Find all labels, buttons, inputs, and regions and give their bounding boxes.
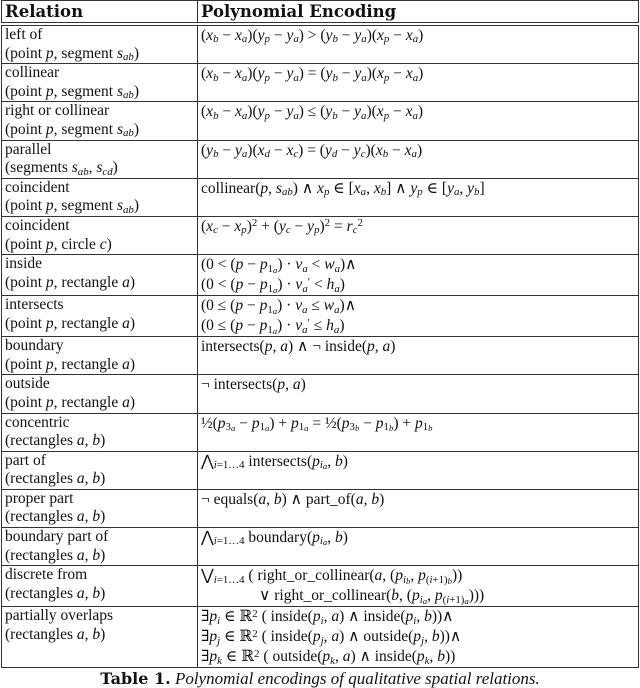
relation-arguments: (point p, rectangle a) xyxy=(5,273,135,291)
relation-name: parallel xyxy=(5,140,52,158)
table-row xyxy=(2,24,639,64)
table-row xyxy=(2,64,639,102)
table-header-row xyxy=(2,1,639,25)
relation-arguments: (rectangles a, b) xyxy=(5,432,106,450)
encoding-cell xyxy=(198,255,639,296)
encoding-cell xyxy=(198,413,639,451)
encoding-cell xyxy=(198,337,639,375)
table-row xyxy=(2,102,639,140)
spatial-relations-table xyxy=(1,0,639,668)
caption-label: Table 1. xyxy=(100,669,171,688)
table-row xyxy=(2,375,639,413)
encoding-formula-line: ¬ equals(a, b) ∧ part_of(a, b) xyxy=(201,490,385,508)
table-row xyxy=(2,178,639,216)
encoding-formula-line: ¬ intersects(p, a) xyxy=(201,376,306,394)
relation-cell xyxy=(2,607,198,668)
encoding-formula-line: intersects(p, a) ∧ ¬ inside(p, a) xyxy=(201,338,396,356)
table-row xyxy=(2,216,639,254)
relation-cell xyxy=(2,216,198,254)
relation-cell xyxy=(2,375,198,413)
relation-arguments: (rectangles a, b) xyxy=(5,546,106,564)
relation-cell xyxy=(2,140,198,178)
encoding-formula-line: $(y_b - y_a)(x_d - x_c) = (y_d - y_c)(x_b - x_a)$ xyxy=(201,141,423,160)
encoding-cell xyxy=(198,64,639,102)
encoding-formula-line: $(0 \le (p - p_{1_a}) \cdot v_a' \le h_a)$ xyxy=(201,316,345,336)
relation-arguments: (point p, rectangle a) xyxy=(5,355,135,373)
relation-cell xyxy=(2,489,198,527)
encoding-cell xyxy=(198,140,639,178)
table-row xyxy=(2,413,639,451)
relation-arguments: (rectangles a, b) xyxy=(5,584,106,602)
relation-cell xyxy=(2,296,198,337)
encoding-cell xyxy=(198,216,639,254)
encoding-formula-line: $(0 < (p - p_{1_a}) \cdot v_a' < h_a)$ xyxy=(201,275,345,295)
table-row xyxy=(2,566,639,607)
encoding-formula-line: $\exists p_k$ ∈ ℝ$^2$ ( $outside(p_k$, a) ∧ $inside(p_k$, b)) xyxy=(201,647,456,667)
encoding-cell xyxy=(198,566,639,607)
relation-name: coincident xyxy=(5,178,70,196)
table-row xyxy=(2,296,639,337)
encoding-cell xyxy=(198,375,639,413)
encoding-cell xyxy=(198,451,639,489)
encoding-formula-line: collinear(p, $s_{ab}$) ∧ $x_p$ ∈ [$x_a$, $x_b$] ∧ $y_p$ ∈ [$y_a$, $y_b$] xyxy=(201,179,485,199)
encoding-cell xyxy=(198,102,639,140)
relation-name: intersects xyxy=(5,296,64,314)
relation-arguments: (rectangles a, b) xyxy=(5,470,106,488)
encoding-formula-line: ($0 < (p - p_{1_a}) \cdot v_a$ < $w_a)\wedge$ xyxy=(201,256,357,275)
encoding-formula-line: $⋁_{i=1\dots 4}$ ( right_or_collinear(a, ($p_{i_b}$, $p_{(i+1)_b}$)) xyxy=(201,567,463,586)
encoding-formula-line: $\exists p_j$ ∈ ℝ$^2$ ( $inside(p_j$, a) ∧ $outside(p_j$, b))∧ xyxy=(201,627,462,647)
relation-name: coincident xyxy=(5,216,70,234)
encoding-formula-line: ($0 \le (p - p_{1_a}) \cdot v_a$ ≤ $w_a)\wedge$ xyxy=(201,297,357,316)
table-row xyxy=(2,489,639,527)
caption-text: Polynomial encodings of qualitative spatial relations. xyxy=(174,669,540,688)
relation-name: collinear xyxy=(5,64,60,82)
encoding-formula-line: $(x_b - x_a)(y_p - y_a) > (y_b - y_a)(x_p - x_a)$ xyxy=(201,27,424,46)
encoding-cell xyxy=(198,178,639,216)
relation-arguments: (point p, circle c) xyxy=(5,235,112,253)
table-body xyxy=(2,24,639,668)
table-row xyxy=(2,451,639,489)
relation-arguments: (segments $s_{ab}$, $s_{cd}$) xyxy=(5,159,118,178)
encoding-cell xyxy=(198,607,639,668)
table-caption xyxy=(0,669,640,688)
header-polynomial-encoding: Polynomial Encoding xyxy=(198,1,639,25)
relation-name: partially overlaps xyxy=(5,607,114,625)
encoding-formula-line: ∨ right_or_collinear(b, ($p_{i_a}$, $p_{(i+1)_a}$))) xyxy=(259,587,485,606)
relation-cell xyxy=(2,178,198,216)
encoding-formula-line: $⋀_{i=1\dots 4}$ $intersects(p_{i_a}$, b) xyxy=(201,452,348,472)
encoding-formula-line: $(x_c - x_p)^2 + (y_c - y_p)^2 = r_c^2$ xyxy=(201,217,363,237)
relation-cell xyxy=(2,255,198,296)
header-relation: Relation xyxy=(2,1,198,25)
table-row xyxy=(2,607,639,668)
relation-arguments: (point p, rectangle a) xyxy=(5,314,135,332)
encoding-cell xyxy=(198,24,639,64)
relation-cell xyxy=(2,24,198,64)
relation-arguments: (point p, segment $s_{ab}$) xyxy=(5,82,139,102)
encoding-formula-line: $(x_b - x_a)(y_p - y_a) \le (y_b - y_a)(x_p - x_a)$ xyxy=(201,103,424,122)
relation-name: right or collinear xyxy=(5,102,110,120)
relation-cell xyxy=(2,337,198,375)
relation-arguments: (point p, segment $s_{ab}$) xyxy=(5,197,139,216)
encoding-cell xyxy=(198,296,639,337)
relation-name: boundary xyxy=(5,337,64,355)
relation-arguments: (rectangles a, b) xyxy=(5,508,106,526)
relation-name: inside xyxy=(5,255,43,273)
relation-name: left of xyxy=(5,26,43,43)
relation-cell xyxy=(2,528,198,566)
encoding-cell xyxy=(198,528,639,566)
relation-name: proper part xyxy=(5,489,74,507)
relation-cell xyxy=(2,451,198,489)
encoding-formula-line: $\frac{1}{2}(p_{3_a} - p_{1_a}) + p_{1_a}$ = $\frac{1}{2}(p_{3_b} - p_{1_b}) + p_{1_b}$ xyxy=(201,414,433,433)
relation-name: concentric xyxy=(5,413,70,431)
relation-cell xyxy=(2,413,198,451)
encoding-formula-line: $(x_b - x_a)(y_p - y_a) = (y_b - y_a)(x_p - x_a)$ xyxy=(201,65,424,84)
relation-cell xyxy=(2,102,198,140)
relation-name: outside xyxy=(5,375,50,393)
relation-name: boundary part of xyxy=(5,528,109,546)
table-row xyxy=(2,337,639,375)
encoding-formula-line: $\exists p_i$ ∈ ℝ$^2$ ( $inside(p_i$, a) ∧ $inside(p_i$, b))∧ xyxy=(201,607,454,627)
relation-cell xyxy=(2,566,198,607)
table-row xyxy=(2,528,639,566)
relation-name: discrete from xyxy=(5,566,88,584)
relation-arguments: (point p, segment $s_{ab}$) xyxy=(5,44,139,63)
table-row xyxy=(2,255,639,296)
encoding-cell xyxy=(198,489,639,527)
encoding-formula-line: $⋀_{i=1\dots 4}$ $boundary(p_{i_a}$, b) xyxy=(201,529,348,548)
relation-cell xyxy=(2,64,198,102)
relation-arguments: (point p, segment $s_{ab}$) xyxy=(5,120,139,140)
table-row xyxy=(2,140,639,178)
relation-arguments: (point p, rectangle a) xyxy=(5,393,135,411)
relation-arguments: (rectangles a, b) xyxy=(5,625,106,643)
relation-name: part of xyxy=(5,451,46,469)
